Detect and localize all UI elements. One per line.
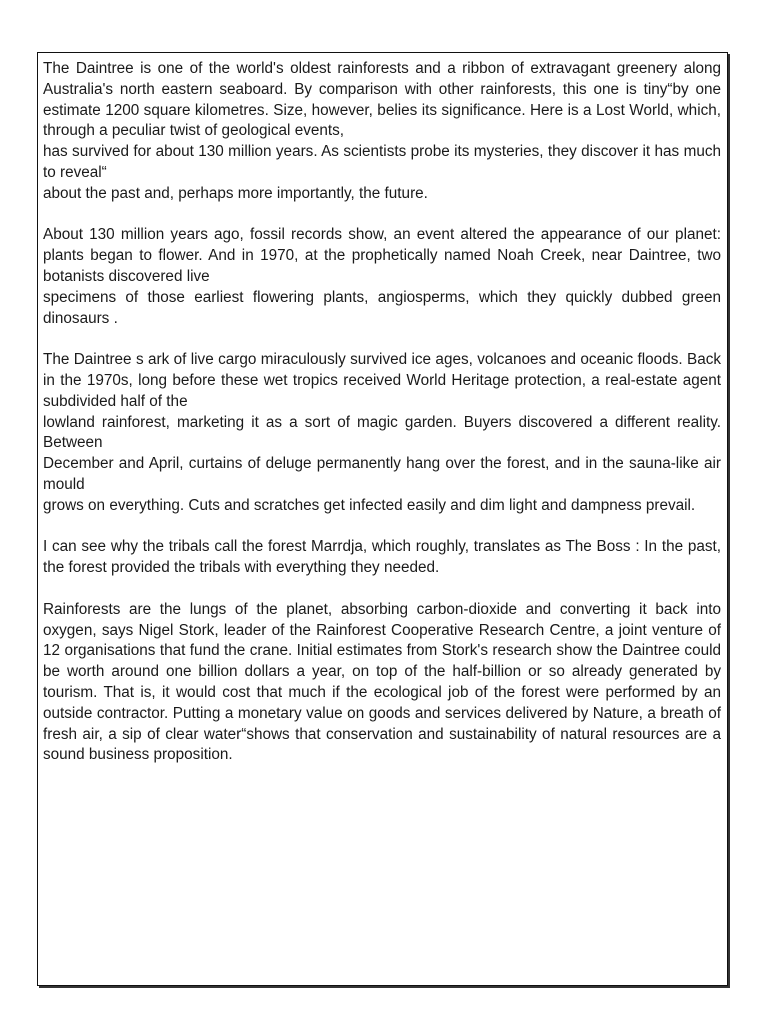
paragraph-line: about the past and, perhaps more importantly, the future.: [43, 184, 428, 202]
paragraph-daintree-intro: [43, 59, 721, 205]
paragraph-line: grows on everything. Cuts and scratches get infected easily and dim light and dampness prevail.: [43, 496, 696, 514]
paragraph-line: Rainforests are the lungs of the planet, absorbing carbon-dioxide and converting it back into oxygen, says Nigel Stork, leader of the Rainforest Cooperative Research Centre, a joint venture of 12 organisations that fund the crane. Initial estimates from Stork's research show the Daintree could be worth around one billion dollars a year, on top of the half-billion or so already generated by tourism. That is, it would cost that much if the ecological job of the forest were performed by an outside contractor. Putting a monetary value on goods and services delivered by Nature, a breath of fresh air, a sip of clear water“shows that conservation and sustainability of natural resources are a sound business proposition.: [43, 600, 721, 764]
paragraph-line: lowland rainforest, marketing it as a sort of magic garden. Buyers discovered a different reality. Between: [43, 413, 721, 452]
paragraph-line: The Daintree s ark of live cargo miraculously survived ice ages, volcanoes and oceanic floods. Back in the 1970s, long before these wet tropics received World Heritage protection, a real-estate agent subdivided half of the: [43, 351, 721, 410]
paragraph-line: The Daintree is one of the world's oldest rainforests and a ribbon of extravagant greenery along Australia's north eastern seaboard. By comparison with other rainforests, this one is tiny“by one estimate 1200 square kilometres. Size, however, belies its significance. Here is a Lost World, which, through a peculiar twist of geological events,: [43, 60, 721, 140]
document-body: [43, 59, 721, 787]
paragraph-line: specimens of those earliest flowering plants, angiosperms, which they quickly dubbed green dinosaurs .: [43, 288, 721, 327]
document-frame: [37, 52, 728, 986]
paragraph-line: About 130 million years ago, fossil records show, an event altered the appearance of our planet: plants began to flower. And in 1970, at the prophetically named Noah Creek, near Daintree, two botanists discovered live: [43, 226, 721, 285]
paragraph-ark-of-cargo: [43, 350, 721, 516]
paragraph-lungs-of-planet: [43, 600, 721, 766]
paragraph-flowering-plants: [43, 225, 721, 329]
paragraph-line: I can see why the tribals call the forest Marrdja, which roughly, translates as The Boss : In the past, the forest provided the tribals with everything they needed.: [43, 538, 721, 577]
paragraph-marrdja: [43, 537, 721, 579]
paragraph-line: has survived for about 130 million years. As scientists probe its mysteries, they discover it has much to reveal“: [43, 143, 721, 181]
paragraph-line: December and April, curtains of deluge permanently hang over the forest, and in the sauna-like air mould: [43, 455, 721, 493]
